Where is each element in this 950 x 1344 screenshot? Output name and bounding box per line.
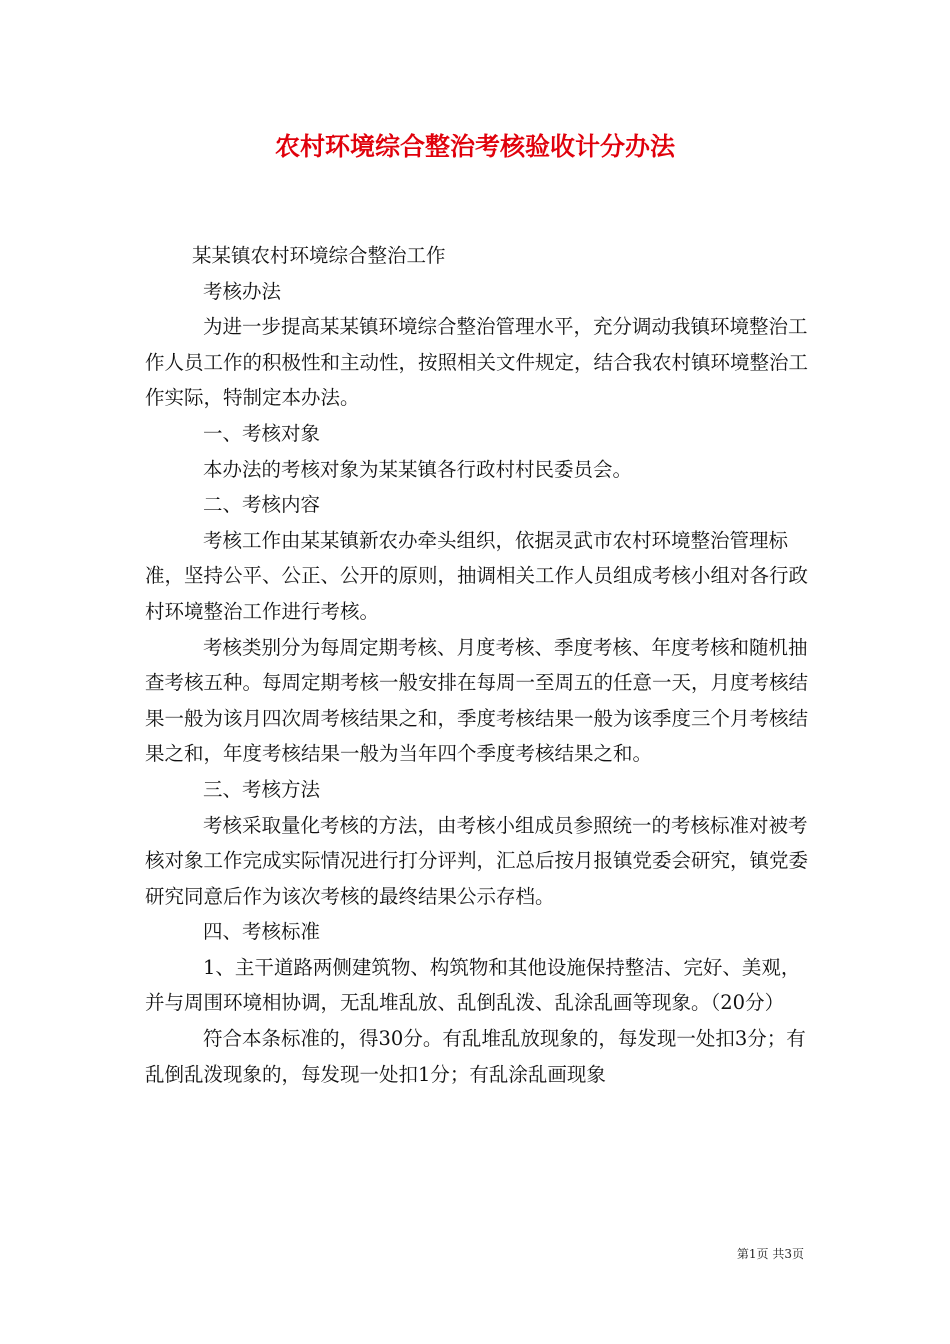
paragraph-heading-line-1: 某某镇农村环境综合整治工作	[192, 244, 446, 267]
page-number-footer	[737, 1246, 804, 1262]
footer-suffix: 页	[791, 1247, 804, 1261]
paragraph-heading-line-2: 考核办法	[203, 279, 282, 303]
footer-page-number: 1	[748, 1247, 757, 1261]
footer-page-total: 3	[784, 1247, 792, 1261]
paragraph-standard-1-scoring: 符合本条标准的，得30分。有乱堆乱放现象的，每发现一处扣3分；有乱倒乱泼现象的，每发现一处扣1分；有乱涂乱画现象	[145, 1027, 806, 1086]
section-heading-1: 一、考核对象	[203, 421, 321, 445]
document-body	[145, 238, 810, 1092]
footer-mid: 页 共	[756, 1247, 785, 1261]
document-title: 农村环境综合整治考核验收计分办法	[274, 132, 675, 161]
section-heading-3: 三、考核方法	[203, 777, 321, 801]
paragraph-section-2b: 考核类别分为每周定期考核、月度考核、季度考核、年度考核和随机抽查考核五种。每周定期考核一般安排在每周一至周五的任意一天，月度考核结果一般为该月四次周考核结果之和，季度考核结果一般为该季度三个月考核结果之和，年度考核结果一般为当年四个季度考核结果之和。	[145, 635, 809, 766]
paragraph-standard-1: 1、主干道路两侧建筑物、构筑物和其他设施保持整洁、完好、美观，并与周围环境相协调，无乱堆乱放、乱倒乱泼、乱涂乱画等现象。（20分）	[145, 955, 801, 1015]
paragraph-section-3: 考核采取量化考核的方法，由考核小组成员参照统一的考核标准对被考核对象工作完成实际情况进行打分评判，汇总后按月报镇党委会研究，镇党委研究同意后作为该次考核的最终结果公示存档。	[145, 813, 809, 908]
paragraph-section-1: 本办法的考核对象为某某镇各行政村村民委员会。	[203, 457, 633, 481]
footer-prefix: 第	[736, 1247, 749, 1261]
paragraph-section-2a: 考核工作由某某镇新农办牵头组织，依据灵武市农村环境整治管理标准，坚持公平、公正、公开的原则，抽调相关工作人员组成考核小组对各行政村环境整治工作进行考核。	[145, 528, 809, 623]
section-heading-4: 四、考核标准	[203, 920, 321, 944]
section-heading-2: 二、考核内容	[203, 493, 321, 517]
paragraph-intro: 为进一步提高某某镇环境综合整治管理水平，充分调动我镇环境整治工作人员工作的积极性和主动性，按照相关文件规定，结合我农村镇环境整治工作实际，特制定本办法。	[145, 315, 809, 410]
